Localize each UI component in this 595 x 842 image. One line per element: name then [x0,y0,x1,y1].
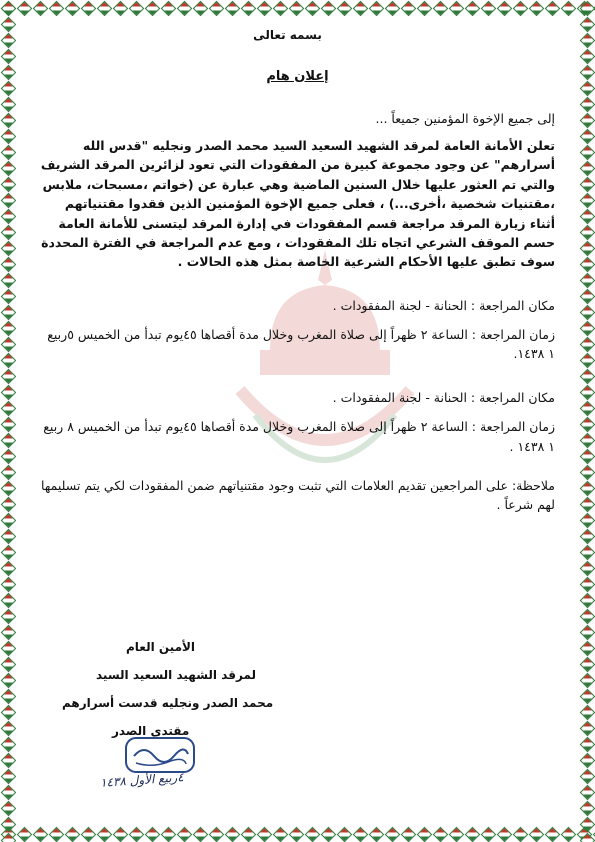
border-ornament [579,400,595,416]
border-ornament [579,448,595,464]
border-ornament [579,736,595,752]
border-ornament [144,0,160,16]
border-ornament [272,0,288,16]
review-place-value: الحنانة - لجنة المفقودات . [332,297,467,313]
border-ornament [464,0,480,16]
border-ornament [0,672,16,688]
border-ornament [579,32,595,48]
page-title: إعلان هام [266,68,329,84]
border-ornament [0,592,16,608]
border-ornament [0,800,16,816]
border-ornament [224,0,240,16]
border-ornament [320,826,336,842]
border-ornament [480,826,496,842]
review-time-label: زمان المراجعة : [471,419,555,435]
border-ornament [0,0,16,16]
border-ornament [176,826,192,842]
border-ornament [0,384,16,400]
border-ornament [579,544,595,560]
border-ornament [304,0,320,16]
border-ornament [0,768,16,784]
border-ornament [256,826,272,842]
border-ornament [0,576,16,592]
border-ornament [528,0,544,16]
border-ornament [224,826,240,842]
border-ornament [128,826,144,842]
greeting-line: إلى جميع الإخوة المؤمنين جميعاً ... [375,110,555,126]
border-ornament [0,48,16,64]
decorative-border-bottom [0,826,595,842]
border-ornament [544,826,560,842]
review-place-value: الحنانة - لجنة المفقودات . [332,389,467,405]
border-ornament [579,368,595,384]
border-ornament [0,368,16,384]
border-ornament [579,48,595,64]
border-ornament [579,336,595,352]
border-ornament [0,704,16,720]
border-ornament [579,432,595,448]
border-ornament [0,256,16,272]
border-ornament [16,826,32,842]
border-ornament [272,826,288,842]
border-ornament [0,352,16,368]
border-ornament [448,826,464,842]
border-ornament [528,826,544,842]
border-ornament [0,336,16,352]
border-ornament [208,826,224,842]
border-ornament [160,826,176,842]
border-ornament [448,0,464,16]
border-ornament [579,64,595,80]
border-ornament [0,144,16,160]
border-ornament [48,0,64,16]
review-place-label: مكان المراجعة : [470,389,555,405]
border-ornament [579,816,595,832]
border-ornament [579,80,595,96]
border-ornament [0,160,16,176]
border-ornament [0,96,16,112]
border-ornament [0,640,16,656]
border-ornament [160,0,176,16]
border-ornament [579,784,595,800]
decorative-border-left [0,0,16,842]
border-ornament [0,224,16,240]
border-ornament [579,800,595,816]
border-ornament [0,656,16,672]
note-text: على المراجعين تقديم العلامات التي تثبت وجود مقتنياتهم ضمن المفقودات لكي يتم تسليمها لهم شرعاً . [41,477,555,513]
border-ornament [0,112,16,128]
border-ornament [304,826,320,842]
border-ornament [416,826,432,842]
border-ornament [480,0,496,16]
border-ornament [16,0,32,16]
border-ornament [384,0,400,16]
border-ornament [0,32,16,48]
border-ornament [579,0,595,16]
border-ornament [560,0,576,16]
border-ornament [0,464,16,480]
border-ornament [496,0,512,16]
border-ornament [579,560,595,576]
border-ornament [579,272,595,288]
border-ornament [0,208,16,224]
border-ornament [240,0,256,16]
border-ornament [579,496,595,512]
border-ornament [579,512,595,528]
border-ornament [288,826,304,842]
review-place-label: مكان المراجعة : [470,297,555,313]
border-ornament [0,752,16,768]
border-ornament [144,826,160,842]
border-ornament [400,0,416,16]
border-ornament [0,240,16,256]
border-ornament [579,576,595,592]
border-ornament [288,0,304,16]
border-ornament [432,826,448,842]
border-ornament [579,832,595,842]
review-time-label: زمان المراجعة : [471,327,555,343]
border-ornament [336,826,352,842]
handwritten-date: ٤ربيع الأول ١٤٣٨ [99,770,185,790]
border-ornament [0,784,16,800]
border-ornament [112,0,128,16]
border-ornament [0,736,16,752]
border-ornament [0,832,16,842]
border-ornament [579,256,595,272]
border-ornament [579,704,595,720]
border-ornament [64,0,80,16]
border-ornament [0,608,16,624]
border-ornament [0,64,16,80]
border-ornament [0,480,16,496]
border-ornament [320,0,336,16]
border-ornament [560,826,576,842]
border-ornament [579,96,595,112]
border-ornament [579,240,595,256]
border-ornament [112,826,128,842]
border-ornament [579,480,595,496]
border-ornament [48,826,64,842]
border-ornament [368,0,384,16]
border-ornament [256,0,272,16]
border-ornament [400,826,416,842]
border-ornament [96,826,112,842]
border-ornament [579,528,595,544]
border-ornament [0,128,16,144]
border-ornament [0,288,16,304]
review-time-value: الساعة ٢ ظهراً إلى صلاة المغرب وخلال مدة أقصاها ٤٥يوم تبدأ من الخميس ٥ربيع ١ ١٤٣٨. [47,327,555,362]
signature-line-2: لمرقد الشهيد السعيد السيد [96,668,257,682]
border-ornament [368,826,384,842]
border-ornament [544,0,560,16]
border-ornament [579,416,595,432]
review-time-2 [40,417,555,456]
border-ornament [192,0,208,16]
border-ornament [0,304,16,320]
border-ornament [240,826,256,842]
signature-line-3: محمد الصدر ونجليه قدست أسرارهم [62,696,274,710]
border-ornament [579,288,595,304]
border-ornament [32,0,48,16]
announcement-paragraph: تعلن الأمانة العامة لمرقد الشهيد السعيد السيد محمد الصدر ونجليه "قدس الله أسرارهم" عن وجود مجموعة كبيرة من المفقودات التي تعود لزائرين المرقد الشريف والتي تم العثور عليها خلال السنين الماضية وهي عبارة عن (خواتم ،مسبحات، ملابس ،مقتنيات شخصية ،أخرى...) ، فعلى جميع الإخوة المؤمنين الذين فقدوا مقتنياتهم أثناء زيارة المرقد مراجعة قسم المفقودات في إدارة المرقد ليتسنى للأمانة العامة حسم الموقف الشرعي اتجاه تلك المفقودات ، ومع عدم المراجعة في الفترة المحددة سوف تطبق عليها الأحكام الشرعية الخاصة بمثل هذه الحالات . [40,138,555,270]
border-ornament [579,384,595,400]
border-ornament [579,720,595,736]
border-ornament [432,0,448,16]
review-time-value: الساعة ٢ ظهراً إلى صلاة المغرب وخلال مدة أقصاها ٤٥يوم تبدأ من الخميس ٨ ربيع ١ ١٤٣٨ . [43,419,555,454]
decorative-border-right [579,0,595,842]
border-ornament [579,608,595,624]
border-ornament [0,176,16,192]
border-ornament [0,688,16,704]
review-place-2 [40,388,555,407]
border-ornament [464,826,480,842]
signature-name: مقتدى الصدر [112,724,190,738]
border-ornament [0,400,16,416]
border-ornament [579,624,595,640]
invocation-heading: بسمه تعالى [253,28,322,42]
border-ornament [579,16,595,32]
border-ornament [0,448,16,464]
announcement-body [40,26,555,515]
signature-title: الأمين العام [126,640,196,654]
border-ornament [352,0,368,16]
border-ornament [512,826,528,842]
border-ornament [80,0,96,16]
border-ornament [496,826,512,842]
border-ornament [579,208,595,224]
border-ornament [579,304,595,320]
border-ornament [336,0,352,16]
border-ornament [192,826,208,842]
border-ornament [416,0,432,16]
official-seal-stamp [124,736,196,774]
border-ornament [128,0,144,16]
border-ornament [0,720,16,736]
border-ornament [0,272,16,288]
border-ornament [579,352,595,368]
border-ornament [0,320,16,336]
border-ornament [0,496,16,512]
border-ornament [176,0,192,16]
border-ornament [0,528,16,544]
border-ornament [579,192,595,208]
review-place-1 [40,296,555,315]
border-ornament [579,176,595,192]
border-ornament [579,656,595,672]
border-ornament [0,416,16,432]
border-ornament [208,0,224,16]
border-ornament [579,672,595,688]
border-ornament [0,560,16,576]
border-ornament [579,144,595,160]
border-ornament [32,826,48,842]
border-ornament [0,16,16,32]
border-ornament [579,320,595,336]
border-ornament [64,826,80,842]
border-ornament [579,752,595,768]
decorative-border-top [0,0,595,16]
border-ornament [0,432,16,448]
border-ornament [579,592,595,608]
border-ornament [0,624,16,640]
border-ornament [579,160,595,176]
border-ornament [96,0,112,16]
border-ornament [579,688,595,704]
border-ornament [0,816,16,832]
border-ornament [579,128,595,144]
border-ornament [579,464,595,480]
border-ornament [0,80,16,96]
border-ornament [579,112,595,128]
note-paragraph [40,476,555,515]
review-time-1 [40,325,555,364]
border-ornament [0,544,16,560]
border-ornament [0,192,16,208]
border-ornament [579,768,595,784]
border-ornament [512,0,528,16]
border-ornament [0,512,16,528]
border-ornament [352,826,368,842]
border-ornament [579,640,595,656]
border-ornament [80,826,96,842]
note-label: ملاحظة: [511,477,555,493]
border-ornament [579,224,595,240]
border-ornament [384,826,400,842]
